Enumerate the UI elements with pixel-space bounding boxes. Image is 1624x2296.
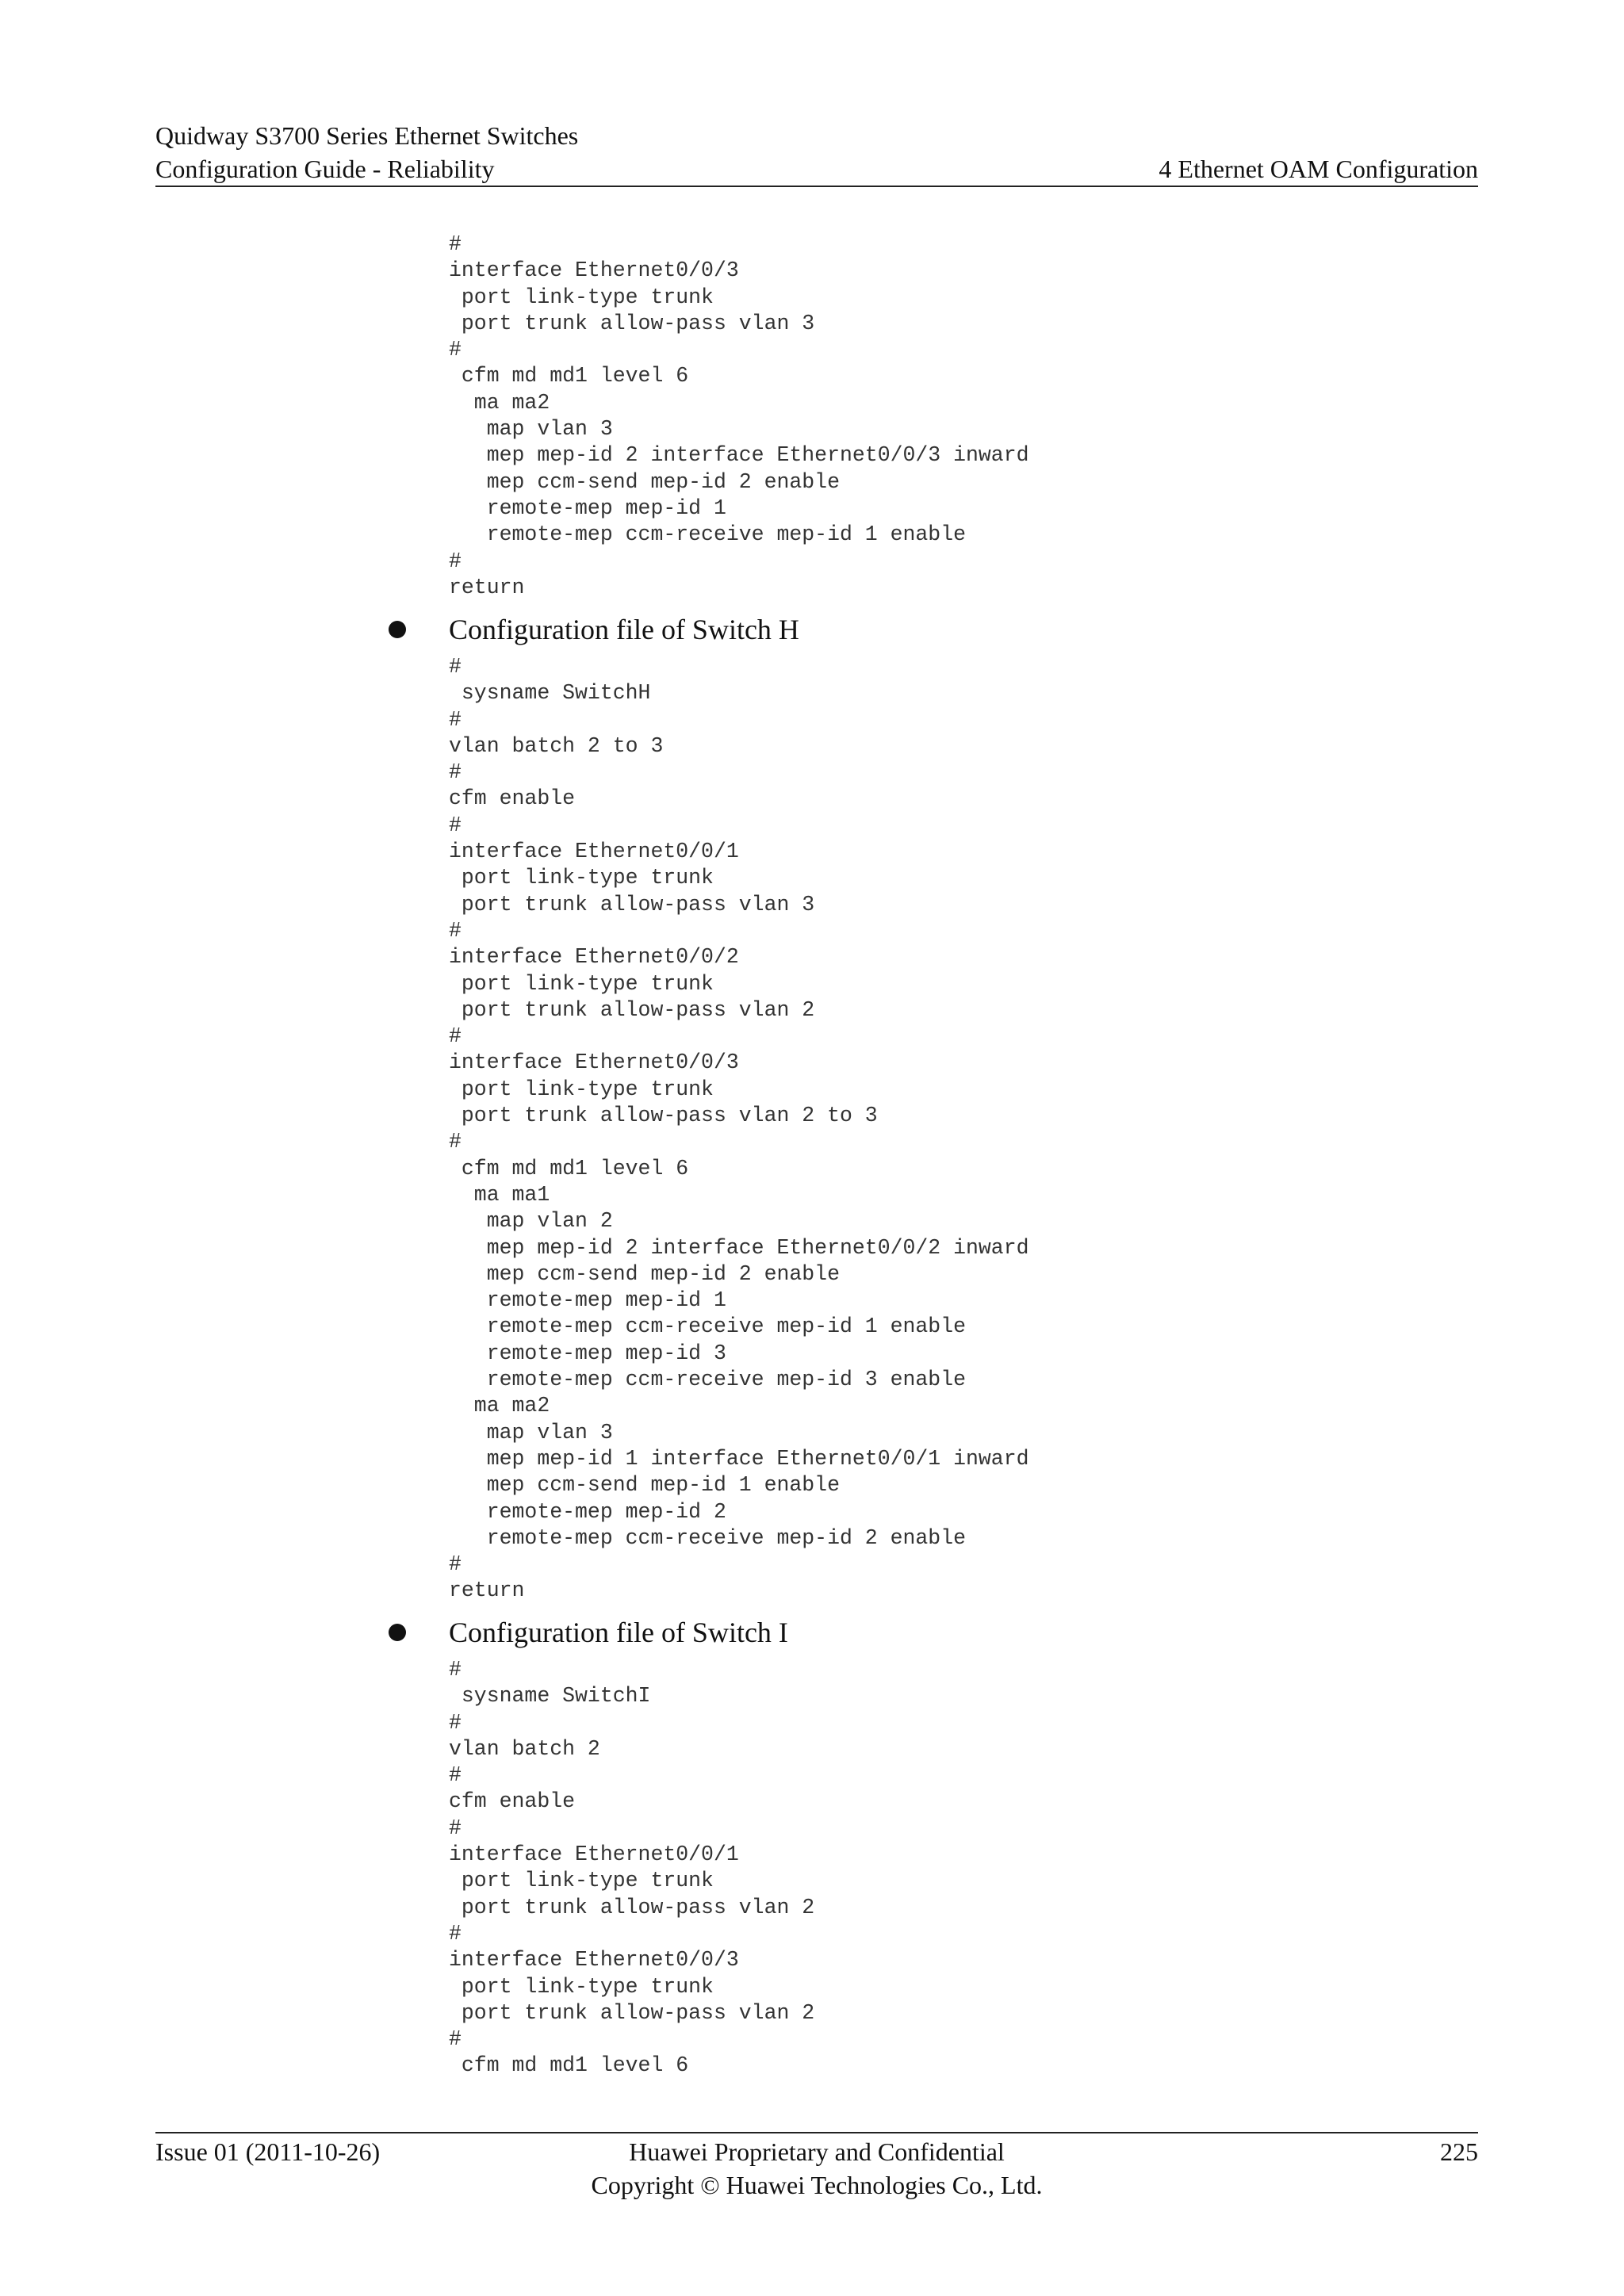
header-guide-title: Configuration Guide - Reliability [155, 155, 495, 183]
header-rule [155, 186, 1478, 187]
bullet-text: Configuration file of Switch H [449, 614, 799, 645]
bullet-icon [389, 621, 406, 638]
page-number: 225 [1440, 2137, 1478, 2166]
header-row [155, 152, 1478, 186]
config-code-block: # interface Ethernet0/0/3 port link-type trunk port trunk allow-pass vlan 3 # cfm md md1 level 6 ma ma2 map vlan 3 mep mep-id 2 interface Ethernet0/0/3 inward mep ccm-send mep-id 2 enable remote-mep mep-id 1 remote-mep ccm-receive mep-id 1 enable # return [449, 232, 1029, 599]
bullet-icon [389, 1624, 406, 1641]
bullet-text: Configuration file of Switch I [449, 1617, 788, 1648]
bullet-item-switch-h [389, 612, 1419, 647]
bullet-item-switch-i [389, 1615, 1419, 1650]
footer-issue: Issue 01 (2011-10-26) [155, 2137, 381, 2166]
header-product-title: Quidway S3700 Series Ethernet Switches [155, 121, 579, 150]
page-header [155, 119, 1478, 186]
footer-confidential: Huawei Proprietary and Confidential [629, 2137, 1005, 2166]
header-chapter-title: 4 Ethernet OAM Configuration [1159, 155, 1478, 183]
config-code-block-switch-i: # sysname SwitchI # vlan batch 2 # cfm enable # interface Ethernet0/0/1 port link-type trunk port trunk allow-pass vlan 2 # interface Ethernet0/0/3 port link-type trunk port trunk allow-pass vlan 2 # cfm md md1 level 6 [449, 1658, 815, 2078]
footer-rule [155, 2132, 1478, 2133]
footer-copyright: Copyright © Huawei Technologies Co., Ltd. [591, 2171, 1043, 2199]
footer-center [155, 2135, 1478, 2202]
config-code-block-switch-h: # sysname SwitchH # vlan batch 2 to 3 # cfm enable # interface Ethernet0/0/1 port link-type trunk port trunk allow-pass vlan 3 # interface Ethernet0/0/2 port link-type trunk port trunk allow-pass vlan 2 # interface Ethernet0/0/3 port link-type trunk port trunk allow-pass vlan 2 to 3 # cfm md md1 level 6 ma ma1 map vlan 2 mep mep-id 2 interface Ethernet0/0/2 inward mep ccm-send mep-id 2 enable remote-mep mep-id 1 remote-mep ccm-receive mep-id 1 enable remote-mep mep-id 3 remote-mep ccm-receive mep-id 3 enable ma ma2 map vlan 3 mep mep-id 1 interface Ethernet0/0/1 inward mep ccm-send mep-id 1 enable remote-mep mep-id 2 remote-mep ccm-receive mep-id 2 enable # return [449, 655, 1029, 1603]
